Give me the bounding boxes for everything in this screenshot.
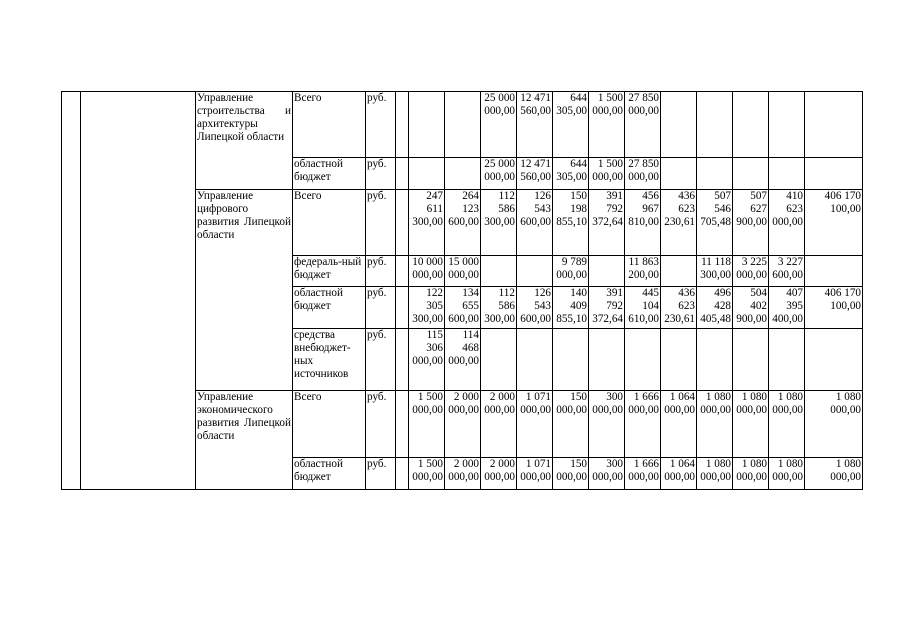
index-cell [62, 92, 81, 490]
unit-cell: руб. [366, 190, 396, 256]
value-cell: 1 500 000,00 [409, 458, 445, 490]
funding-source-cell: Всего [293, 190, 366, 256]
program-cell [81, 92, 196, 490]
value-cell [409, 158, 445, 190]
value-cell: 456 967 810,00 [625, 190, 661, 256]
table-row [62, 92, 863, 158]
funding-source-cell: Всего [293, 92, 366, 158]
spacer-cell [396, 391, 409, 458]
value-cell: 247 611 300,00 [409, 190, 445, 256]
value-cell: 25 000 000,00 [481, 92, 517, 158]
value-cell: 644 305,00 [553, 92, 589, 158]
value-cell: 140 409 855,10 [553, 287, 589, 329]
value-cell: 1 500 000,00 [589, 158, 625, 190]
value-cell [661, 92, 697, 158]
value-cell: 114 468 000,00 [445, 329, 481, 391]
value-cell: 507 546 705,48 [697, 190, 733, 256]
value-cell: 3 227 600,00 [769, 256, 805, 287]
spacer-cell [396, 92, 409, 158]
spacer-cell [396, 287, 409, 329]
value-cell: 112 586 300,00 [481, 190, 517, 256]
value-cell: 1 071 000,00 [517, 458, 553, 490]
value-cell: 1 666 000,00 [625, 391, 661, 458]
value-cell: 3 225 000,00 [733, 256, 769, 287]
value-cell [445, 158, 481, 190]
value-cell: 1 064 000,00 [661, 458, 697, 490]
value-cell: 407 395 400,00 [769, 287, 805, 329]
value-cell [409, 92, 445, 158]
organization-cell: Управление экономического развития Липецкой области [196, 391, 293, 490]
funding-source-cell: областной бюджет [293, 158, 366, 190]
value-cell: 391 792 372,64 [589, 287, 625, 329]
value-cell: 2 000 000,00 [445, 458, 481, 490]
value-cell: 1 080 000,00 [805, 391, 863, 458]
value-cell: 25 000 000,00 [481, 158, 517, 190]
value-cell: 406 170 100,00 [805, 190, 863, 256]
value-cell: 150 000,00 [553, 391, 589, 458]
value-cell: 1 500 000,00 [409, 391, 445, 458]
value-cell: 150 198 855,10 [553, 190, 589, 256]
value-cell [805, 158, 863, 190]
value-cell: 11 863 200,00 [625, 256, 661, 287]
value-cell: 445 104 610,00 [625, 287, 661, 329]
value-cell: 122 305 300,00 [409, 287, 445, 329]
value-cell: 115 306 000,00 [409, 329, 445, 391]
value-cell: 264 123 600,00 [445, 190, 481, 256]
value-cell: 2 000 000,00 [445, 391, 481, 458]
spacer-cell [396, 329, 409, 391]
value-cell [733, 329, 769, 391]
value-cell: 134 655 600,00 [445, 287, 481, 329]
value-cell: 1 080 000,00 [769, 391, 805, 458]
funding-source-cell: Всего [293, 391, 366, 458]
value-cell [445, 92, 481, 158]
value-cell: 12 471 560,00 [517, 92, 553, 158]
value-cell [805, 256, 863, 287]
value-cell: 1 500 000,00 [589, 92, 625, 158]
value-cell [517, 256, 553, 287]
value-cell [733, 92, 769, 158]
value-cell [733, 158, 769, 190]
spacer-cell [396, 256, 409, 287]
value-cell: 300 000,00 [589, 458, 625, 490]
budget-table [61, 91, 863, 490]
unit-cell: руб. [366, 158, 396, 190]
value-cell: 1 080 000,00 [697, 391, 733, 458]
funding-source-cell: федераль-ный бюджет [293, 256, 366, 287]
value-cell: 27 850 000,00 [625, 158, 661, 190]
value-cell [589, 329, 625, 391]
value-cell [625, 329, 661, 391]
value-cell: 1 080 000,00 [769, 458, 805, 490]
value-cell: 1 080 000,00 [733, 458, 769, 490]
value-cell [697, 329, 733, 391]
value-cell [661, 329, 697, 391]
organization-cell: Управление строительства и архитектуры Липецкой области [196, 92, 293, 190]
funding-source-cell: средства внебюджет-ных источников [293, 329, 366, 391]
unit-cell: руб. [366, 287, 396, 329]
value-cell [589, 256, 625, 287]
table-body [62, 92, 863, 490]
organization-cell: Управление цифрового развития Липецкой области [196, 190, 293, 391]
value-cell: 496 428 405,48 [697, 287, 733, 329]
value-cell: 126 543 600,00 [517, 287, 553, 329]
value-cell: 11 118 300,00 [697, 256, 733, 287]
value-cell: 507 627 900,00 [733, 190, 769, 256]
value-cell: 112 586 300,00 [481, 287, 517, 329]
value-cell: 391 792 372,64 [589, 190, 625, 256]
spacer-cell [396, 158, 409, 190]
value-cell: 504 402 900,00 [733, 287, 769, 329]
value-cell [769, 92, 805, 158]
value-cell [661, 256, 697, 287]
spacer-cell [396, 190, 409, 256]
unit-cell: руб. [366, 92, 396, 158]
value-cell [805, 92, 863, 158]
value-cell: 1 666 000,00 [625, 458, 661, 490]
value-cell: 2 000 000,00 [481, 458, 517, 490]
value-cell: 410 623 000,00 [769, 190, 805, 256]
value-cell [769, 329, 805, 391]
value-cell [553, 329, 589, 391]
value-cell: 436 623 230,61 [661, 190, 697, 256]
value-cell: 1 080 000,00 [697, 458, 733, 490]
value-cell [481, 329, 517, 391]
value-cell: 15 000 000,00 [445, 256, 481, 287]
funding-source-cell: областной бюджет [293, 287, 366, 329]
unit-cell: руб. [366, 256, 396, 287]
value-cell: 126 543 600,00 [517, 190, 553, 256]
value-cell [697, 92, 733, 158]
value-cell: 27 850 000,00 [625, 92, 661, 158]
unit-cell: руб. [366, 458, 396, 490]
value-cell: 644 305,00 [553, 158, 589, 190]
value-cell [697, 158, 733, 190]
value-cell: 9 789 000,00 [553, 256, 589, 287]
value-cell: 1 064 000,00 [661, 391, 697, 458]
value-cell [517, 329, 553, 391]
value-cell: 150 000,00 [553, 458, 589, 490]
value-cell: 406 170 100,00 [805, 287, 863, 329]
value-cell [661, 158, 697, 190]
unit-cell: руб. [366, 329, 396, 391]
unit-cell: руб. [366, 391, 396, 458]
funding-source-cell: областной бюджет [293, 458, 366, 490]
value-cell [481, 256, 517, 287]
value-cell: 2 000 000,00 [481, 391, 517, 458]
value-cell: 1 071 000,00 [517, 391, 553, 458]
value-cell: 1 080 000,00 [805, 458, 863, 490]
value-cell [805, 329, 863, 391]
value-cell: 300 000,00 [589, 391, 625, 458]
value-cell: 10 000 000,00 [409, 256, 445, 287]
value-cell: 436 623 230,61 [661, 287, 697, 329]
spacer-cell [396, 458, 409, 490]
value-cell [769, 158, 805, 190]
value-cell: 12 471 560,00 [517, 158, 553, 190]
value-cell: 1 080 000,00 [733, 391, 769, 458]
